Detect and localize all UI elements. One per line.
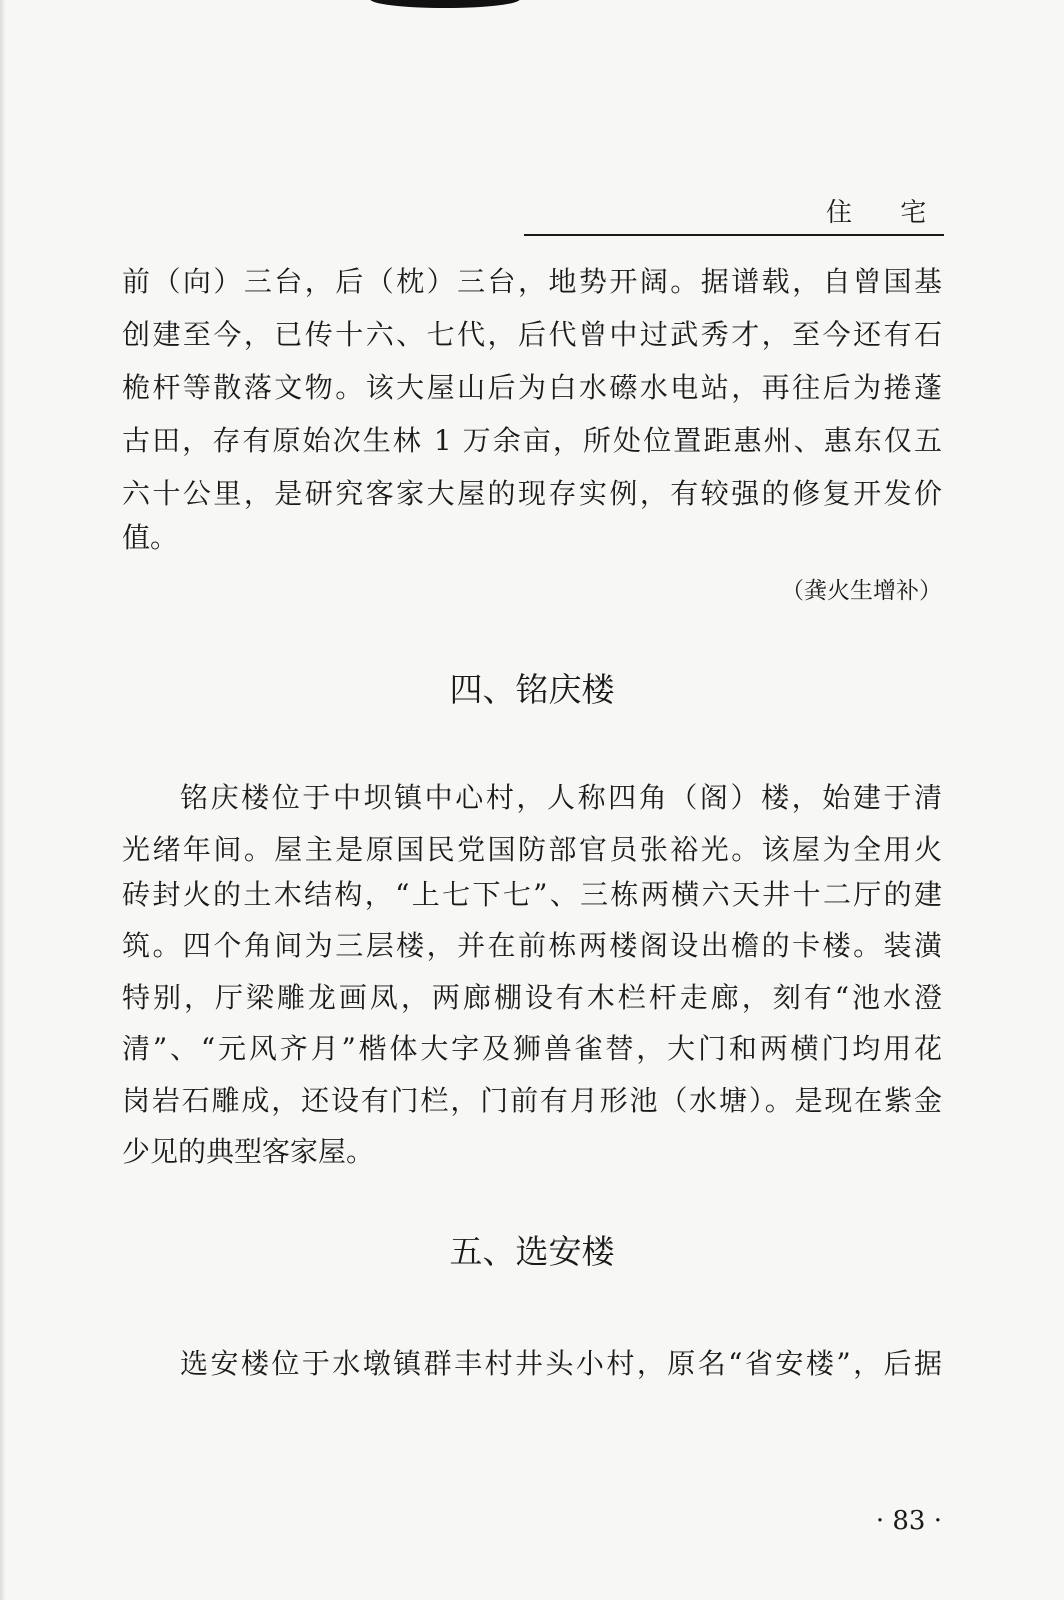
scan-shadow [370,0,520,8]
text-line: 桅杆等散落文物。该大屋山后为白水礤水电站，再往后为捲蓬 [122,371,942,404]
credit-note: （龚火生增补） [781,578,942,604]
running-head: 住 宅 [826,198,947,228]
text-line: 铭庆楼位于中坝镇中心村，人称四角（阁）楼，始建于清 [180,781,942,814]
text-line: 选安楼位于水墩镇群丰村井头小村，原名“省安楼”，后据 [180,1347,942,1380]
text-line: 值。 [122,521,179,554]
text-line: 岗岩石雕成，还设有门栏，门前有月形池（水塘）。是现在紫金 [122,1084,942,1117]
text-line: 砖封火的土木结构，“上七下七”、三栋两横六天井十二厅的建 [122,878,942,911]
section-heading: 四、铭庆楼 [449,670,615,709]
text-line: 创建至今，已传十六、七代，后代曾中过武秀才，至今还有石 [122,318,942,351]
text-line: 光绪年间。屋主是原国民党国防部官员张裕光。该屋为全用火 [122,833,942,866]
text-line: 筑。四个角间为三层楼，并在前栋两楼阁设出檐的卡楼。装潢 [122,929,942,962]
text-line: 古田，存有原始次生林 1 万余亩，所处位置距惠州、惠东仅五 [122,424,942,457]
text-line: 少见的典型客家屋。 [122,1135,375,1168]
text-line: 六十公里，是研究客家大屋的现存实例，有较强的修复开发价 [122,477,942,510]
header-rule [524,234,944,236]
page-edge [0,0,6,1600]
page-number: · 83 · [875,1506,942,1536]
text-line: 前（向）三台，后（枕）三台，地势开阔。据谱载，自曾国基 [122,265,942,298]
text-line: 特别，厅梁雕龙画凤，两廊棚设有木栏杆走廊，刻有“池水澄 [122,981,942,1014]
section-heading: 五、选安楼 [449,1232,615,1271]
text-line: 清”、“元风齐月”楷体大字及狮兽雀替，大门和两横门均用花 [122,1032,942,1065]
